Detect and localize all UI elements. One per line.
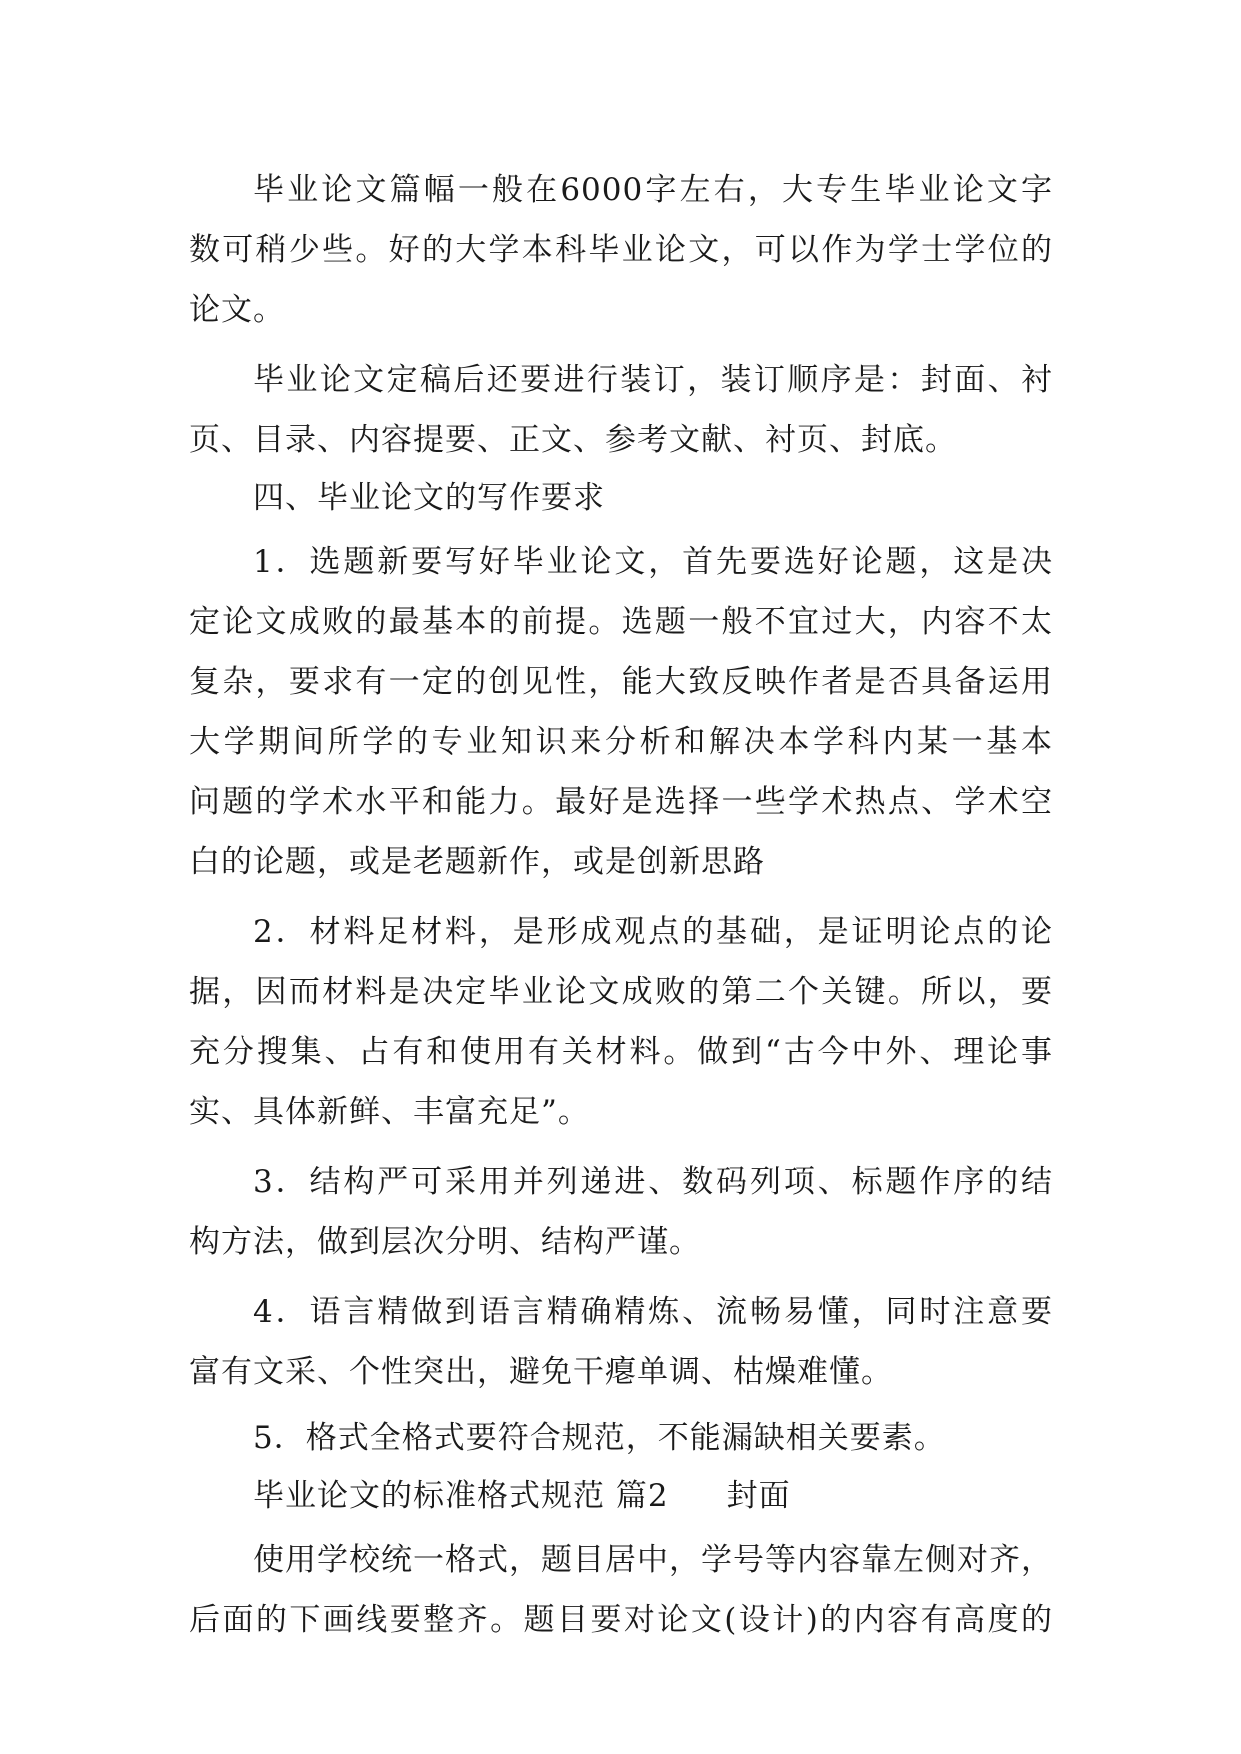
- text-line: 页、目录、内容提要、正文、参考文献、衬页、封底。: [189, 422, 957, 458]
- text-line: 1．选题新要写好毕业论文，首先要选好论题，这是决: [253, 544, 1053, 580]
- section-heading-text: 四、毕业论文的写作要求: [253, 480, 605, 516]
- article-part-heading-line: [189, 1468, 1053, 1524]
- paragraph-binding: [189, 350, 1053, 470]
- paragraph-format: [189, 1408, 1053, 1468]
- article-part-title: 毕业论文的标准格式规范 篇2: [253, 1478, 669, 1514]
- text-line: 问题的学术水平和能力。最好是选择一些学术热点、学术空: [189, 784, 1053, 820]
- paragraph-material: [189, 902, 1053, 1142]
- text-line: 复杂，要求有一定的创见性，能大致反映作者是否具备运用: [189, 664, 1053, 700]
- text-line: 据，因而材料是决定毕业论文成败的第二个关键。所以，要: [189, 974, 1053, 1010]
- paragraph-length: [189, 160, 1053, 340]
- text-line: 定论文成败的最基本的前提。选题一般不宜过大，内容不太: [189, 604, 1053, 640]
- text-line: 大学期间所学的专业知识来分析和解决本学科内某一基本: [189, 724, 1053, 760]
- text-line: 4．语言精做到语言精确精炼、流畅易懂，同时注意要: [253, 1294, 1053, 1330]
- text-line: 3．结构严可采用并列递进、数码列项、标题作序的结: [253, 1164, 1053, 1200]
- text-line: 毕业论文篇幅一般在6000字左右，大专生毕业论文字: [253, 172, 1053, 208]
- text-line: 5．格式全格式要符合规范，不能漏缺相关要素。: [253, 1420, 946, 1456]
- document-page: [189, 160, 1053, 1650]
- text-line: 实、具体新鲜、丰富充足”。: [189, 1094, 590, 1130]
- text-line: 富有文采、个性突出，避免干瘪单调、枯燥难懂。: [189, 1354, 893, 1390]
- text-line: 数可稍少些。好的大学本科毕业论文，可以作为学士学位的: [189, 232, 1053, 268]
- text-line: 2．材料足材料，是形成观点的基础，是证明论点的论: [253, 914, 1053, 950]
- paragraph-structure: [189, 1152, 1053, 1272]
- text-line: 使用学校统一格式，题目居中，学号等内容靠左侧对齐，: [253, 1542, 1053, 1578]
- text-line: 后面的下画线要整齐。题目要对论文(设计)的内容有高度的: [189, 1602, 1053, 1638]
- text-line: 白的论题，或是老题新作，或是创新思路: [189, 844, 765, 880]
- paragraph-topic: [189, 532, 1053, 892]
- text-line: 充分搜集、占有和使用有关材料。做到“古今中外、理论事: [189, 1034, 1053, 1070]
- paragraph-cover: [189, 1530, 1053, 1650]
- text-line: 毕业论文定稿后还要进行装订，装订顺序是：封面、衬: [253, 362, 1053, 398]
- section-heading: [189, 470, 1053, 526]
- paragraph-language: [189, 1282, 1053, 1402]
- cover-heading: 封面: [726, 1478, 791, 1514]
- text-line: 论文。: [189, 292, 285, 328]
- text-line: 构方法，做到层次分明、结构严谨。: [189, 1224, 701, 1260]
- article-part-heading: [189, 1468, 1053, 1524]
